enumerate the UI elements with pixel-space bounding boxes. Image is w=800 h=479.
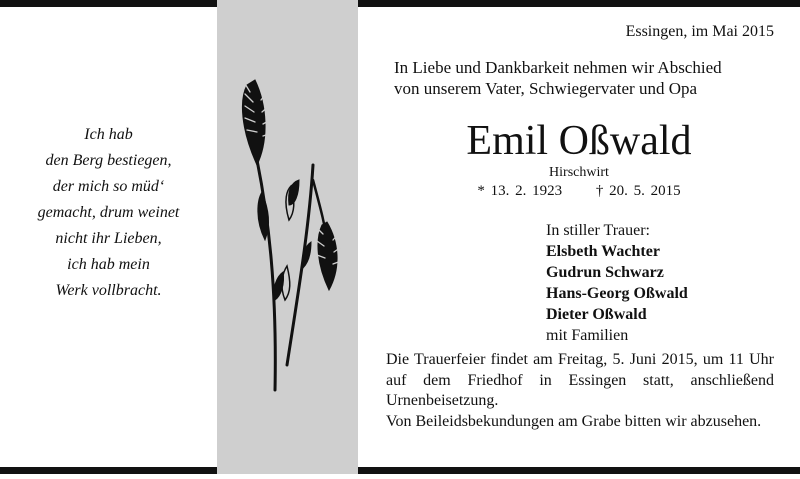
wheat-stalks-icon bbox=[217, 0, 358, 474]
condolence-text: Von Beileidsbekundungen am Grabe bitten wir abzusehen. bbox=[386, 412, 762, 430]
mourners-list bbox=[546, 220, 688, 346]
poem-line: gemacht, drum weinet bbox=[37, 204, 180, 221]
bottom-border-left bbox=[0, 467, 217, 474]
birth-date: * 13. 2. 1923 bbox=[477, 183, 563, 199]
top-border-left bbox=[0, 0, 217, 7]
poem-line: Ich hab bbox=[84, 126, 133, 143]
life-dates bbox=[358, 183, 800, 200]
funeral-notice bbox=[386, 350, 774, 432]
poem-line: Werk vollbracht. bbox=[55, 282, 162, 299]
poem-line: nicht ihr Lieben, bbox=[55, 230, 162, 247]
poem-panel bbox=[0, 7, 217, 467]
poem-line: der mich so müd‘ bbox=[52, 178, 165, 195]
deceased-nickname: Hirschwirt bbox=[549, 165, 609, 180]
death-date: † 20. 5. 2015 bbox=[595, 183, 681, 199]
poem-line: ich hab mein bbox=[67, 256, 150, 273]
mourner-name: Dieter Oßwald bbox=[546, 306, 647, 323]
intro-line: In Liebe und Dankbarkeit nehmen wir Abschied bbox=[394, 58, 722, 77]
mourner-name: Gudrun Schwarz bbox=[546, 264, 664, 281]
bottom-border-right bbox=[358, 467, 800, 474]
poem-line: den Berg bestiegen, bbox=[45, 152, 172, 169]
top-border-right bbox=[358, 0, 800, 7]
intro-text bbox=[394, 57, 774, 99]
poem bbox=[0, 122, 217, 304]
decoration-panel bbox=[217, 0, 358, 474]
deceased-name: Emil Oßwald bbox=[466, 118, 692, 164]
intro-line: von unserem Vater, Schwiegervater und Opa bbox=[394, 79, 698, 98]
mourner-name: Elsbeth Wachter bbox=[546, 243, 660, 260]
mourning-label: In stiller Trauer: bbox=[546, 222, 650, 239]
mourner-name: Hans-Georg Oßwald bbox=[546, 285, 688, 302]
place-date: Essingen, im Mai 2015 bbox=[625, 23, 774, 40]
notice-panel bbox=[358, 7, 800, 467]
funeral-text: Die Trauerfeier findet am Freitag, 5. Juni 2015, um 11 Uhr auf dem Friedhof in Essingen statt, anschließend Urnenbeisetzung. bbox=[386, 351, 774, 409]
families-label: mit Familien bbox=[546, 327, 629, 344]
